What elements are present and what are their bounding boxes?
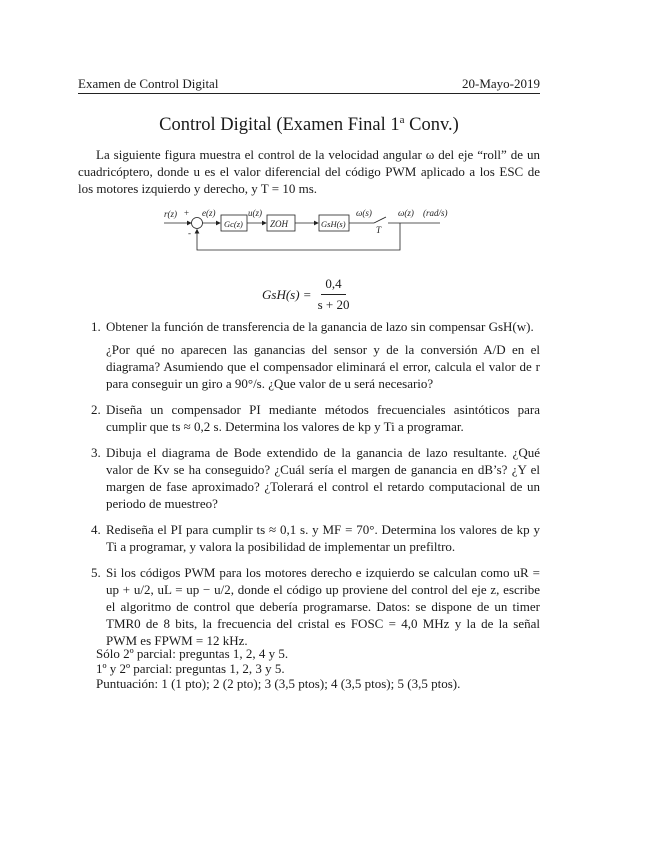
- minus-sign: -: [188, 228, 191, 238]
- question-number: 2.: [91, 402, 101, 417]
- controller-label: Gc(z): [224, 219, 243, 229]
- exam-date: 20-Mayo-2019: [462, 76, 540, 91]
- page-title: [78, 115, 540, 136]
- transfer-function: [262, 276, 349, 313]
- zoh-label: ZOH: [270, 219, 289, 229]
- intro-paragraph: La siguiente figura muestra el control de la velocidad angular ω del eje “roll” de un cuadricóptero, donde u es el valor diferencial del código PWM aplicado a los ESC de los motores izquierdo y derecho, y T = 10 ms.: [78, 147, 540, 196]
- units-label: (rad/s): [423, 208, 448, 218]
- formula-denominator: s + 20: [317, 297, 350, 312]
- question-number: 3.: [91, 445, 101, 460]
- formula-numerator: 0,4: [321, 276, 345, 295]
- sampler-label: T: [376, 225, 382, 235]
- question-4: [78, 521, 540, 555]
- question-text: Si los códigos PWM para los motores derecho e izquierdo se calculan como uR = up + u/2, uL = up − u/2, donde el código up proviene del control del eje z, escribe el algoritmo de control que debería programarse. Datos: se dispone de un timer TMR0 de 8 bits, la frecuencia del cristal es FOSC = 4,0 MHz y la de la señal PWM es FPWM = 12 kHz.: [106, 565, 540, 648]
- question-text: Dibuja el diagrama de Bode extendido de la ganancia de lazo resultante. ¿Qué valor de Kv se ha conseguido? ¿Cuál sería el margen de ganancia en dB’s? ¿Y el margen de fase aproximado? ¿Tolerará el control el retardo computacional de un periodo de muestreo?: [106, 445, 540, 511]
- exam-notes: [96, 646, 460, 691]
- error-label: e(z): [202, 208, 216, 218]
- header-rule: [78, 93, 540, 94]
- question-text: Rediseña el PI para cumplir ts ≈ 0,1 s. y MF = 70°. Determina los valores de kp y Ti a programar, y valora la posibilidad de implementar un prefiltro.: [106, 522, 540, 554]
- control-label: u(z): [248, 208, 262, 218]
- formula-fraction: [318, 276, 350, 313]
- title-suffix: Conv.): [404, 115, 459, 135]
- plant-label: GsH(s): [321, 219, 346, 229]
- question-number: 1.: [91, 319, 101, 334]
- question-text: Diseña un compensador PI mediante métodos frecuenciales asintóticos para cumplir que ts ≈ 0,2 s. Determina los valores de kp y Ti a programar.: [106, 402, 540, 434]
- note-line: Sólo 2º parcial: preguntas 1, 2, 4 y 5.: [96, 646, 289, 661]
- question-text: Obtener la función de transferencia de la ganancia de lazo sin compensar GsH(w).: [106, 319, 534, 334]
- title-ordinal: a: [399, 114, 405, 126]
- note-line: Puntuación: 1 (1 pto); 2 (2 pto); 3 (3,5 ptos); 4 (3,5 ptos); 5 (3,5 ptos).: [96, 676, 461, 691]
- block-diagram: [150, 203, 460, 259]
- sampler-switch: [374, 217, 386, 223]
- question-number: 4.: [91, 522, 101, 537]
- course-name: Examen de Control Digital: [78, 76, 219, 91]
- question-3: [78, 444, 540, 512]
- question-1: [78, 318, 540, 392]
- formula-lhs: GsH(s) =: [262, 286, 312, 302]
- question-list: [78, 318, 540, 658]
- question-5: [78, 564, 540, 649]
- note-line: 1º y 2º parcial: preguntas 1, 2, 3 y 5.: [96, 661, 285, 676]
- plus-sign: +: [184, 208, 190, 218]
- summing-junction: [192, 218, 203, 229]
- input-label: r(z): [164, 209, 177, 219]
- omega-s-label: ω(s): [356, 208, 372, 218]
- question-extra: ¿Por qué no aparecen las ganancias del sensor y de la conversión A/D en el diagrama? Asumiendo que el compensador eliminará el error, calcula el valor de r para conseguir un giro a 90°/s. ¿Que valor de u será necesario?: [106, 342, 540, 391]
- page-header: [78, 76, 540, 92]
- omega-z-label: ω(z): [398, 208, 414, 218]
- question-number: 5.: [91, 565, 101, 580]
- question-2: [78, 401, 540, 435]
- title-text: Control Digital (Examen Final 1: [159, 115, 400, 135]
